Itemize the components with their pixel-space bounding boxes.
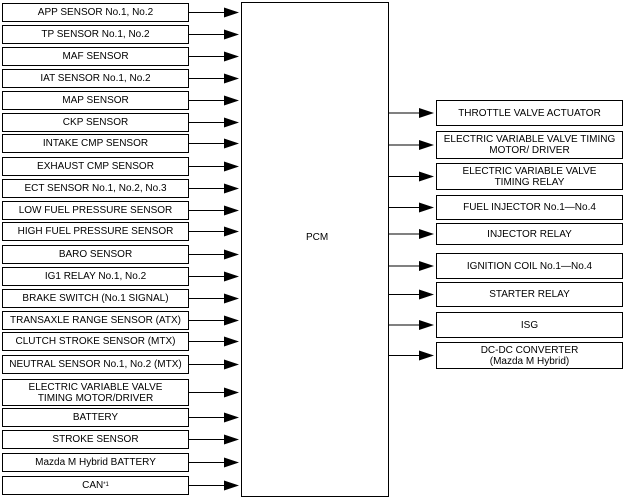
input-box: INTAKE CMP SENSOR — [2, 134, 189, 153]
output-arrow-6-arrowhead — [419, 290, 434, 300]
output-arrow-3-arrowhead — [419, 203, 434, 213]
input-box: BARO SENSOR — [2, 245, 189, 264]
input-arrow-13-arrowhead — [224, 294, 239, 304]
pcm-block — [241, 2, 389, 497]
input-box: CKP SENSOR — [2, 113, 189, 132]
output-box: ELECTRIC VARIABLE VALVE TIMING MOTOR/ DRIVER — [436, 131, 623, 159]
output-box: DC-DC CONVERTER (Mazda M Hybrid) — [436, 342, 623, 369]
input-box: IAT SENSOR No.1, No.2 — [2, 69, 189, 88]
input-arrow-12-arrowhead — [224, 272, 239, 282]
input-arrow-6-arrowhead — [224, 139, 239, 149]
input-arrow-0-arrowhead — [224, 8, 239, 18]
input-box: APP SENSOR No.1, No.2 — [2, 3, 189, 22]
output-box: THROTTLE VALVE ACTUATOR — [436, 100, 623, 126]
output-arrow-7-arrowhead — [419, 320, 434, 330]
input-arrow-5-arrowhead — [224, 118, 239, 128]
input-box: STROKE SENSOR — [2, 430, 189, 449]
output-arrow-4-arrowhead — [419, 229, 434, 239]
input-box: ECT SENSOR No.1, No.2, No.3 — [2, 179, 189, 198]
pcm-label: PCM — [306, 232, 329, 243]
input-box: TRANSAXLE RANGE SENSOR (ATX) — [2, 311, 189, 330]
input-box: CAN *1 — [2, 476, 189, 495]
input-arrow-3-arrowhead — [224, 74, 239, 84]
input-arrow-16-arrowhead — [224, 360, 239, 370]
input-arrow-14-arrowhead — [224, 316, 239, 326]
input-box: Mazda M Hybrid BATTERY — [2, 453, 189, 472]
input-arrow-2-arrowhead — [224, 52, 239, 62]
input-arrow-18-arrowhead — [224, 413, 239, 423]
input-arrow-9-arrowhead — [224, 206, 239, 216]
input-arrow-4-arrowhead — [224, 96, 239, 106]
output-arrow-8-arrowhead — [419, 351, 434, 361]
output-arrow-5-arrowhead — [419, 261, 434, 271]
input-arrow-15-arrowhead — [224, 337, 239, 347]
output-arrow-1-arrowhead — [419, 140, 434, 150]
input-arrow-21-arrowhead — [224, 481, 239, 491]
input-box: BRAKE SWITCH (No.1 SIGNAL) — [2, 289, 189, 308]
input-arrow-20-arrowhead — [224, 458, 239, 468]
input-arrow-1-arrowhead — [224, 30, 239, 40]
output-box: ISG — [436, 312, 623, 338]
input-box: TP SENSOR No.1, No.2 — [2, 25, 189, 44]
input-box: IG1 RELAY No.1, No.2 — [2, 267, 189, 286]
output-box: IGNITION COIL No.1—No.4 — [436, 253, 623, 279]
input-arrow-7-arrowhead — [224, 162, 239, 172]
output-box: INJECTOR RELAY — [436, 223, 623, 245]
input-box: NEUTRAL SENSOR No.1, No.2 (MTX) — [2, 355, 189, 374]
input-box: HIGH FUEL PRESSURE SENSOR — [2, 222, 189, 241]
input-box: ELECTRIC VARIABLE VALVE TIMING MOTOR/DRIVER — [2, 379, 189, 406]
output-box: FUEL INJECTOR No.1—No.4 — [436, 195, 623, 220]
input-box: MAF SENSOR — [2, 47, 189, 66]
output-box: ELECTRIC VARIABLE VALVE TIMING RELAY — [436, 163, 623, 190]
input-box: BATTERY — [2, 408, 189, 427]
input-arrow-8-arrowhead — [224, 184, 239, 194]
output-arrow-2-arrowhead — [419, 172, 434, 182]
input-box: MAP SENSOR — [2, 91, 189, 110]
output-arrow-0-arrowhead — [419, 108, 434, 118]
input-arrow-11-arrowhead — [224, 250, 239, 260]
input-arrow-19-arrowhead — [224, 435, 239, 445]
output-box: STARTER RELAY — [436, 282, 623, 307]
input-arrow-10-arrowhead — [224, 227, 239, 237]
input-box: LOW FUEL PRESSURE SENSOR — [2, 201, 189, 220]
input-arrow-17-arrowhead — [224, 388, 239, 398]
input-box: EXHAUST CMP SENSOR — [2, 157, 189, 176]
input-box: CLUTCH STROKE SENSOR (MTX) — [2, 332, 189, 351]
